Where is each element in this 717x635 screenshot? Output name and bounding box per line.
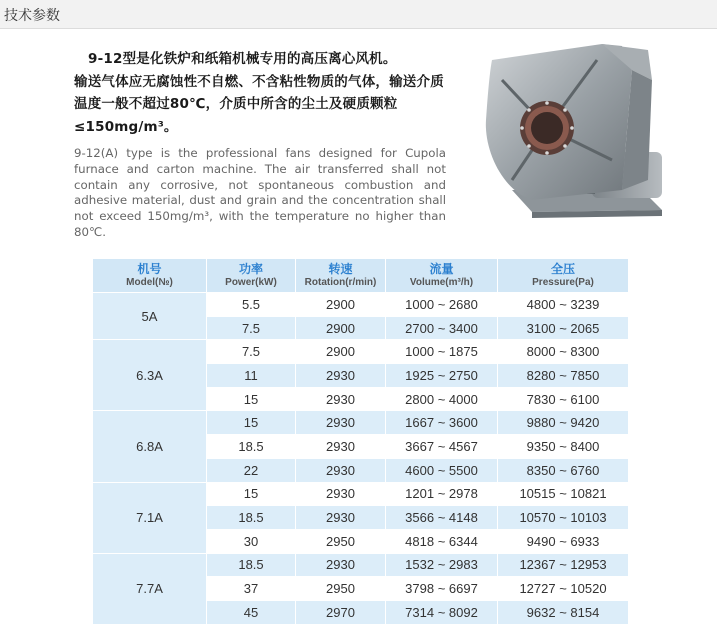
rotation-cell: 2930 — [296, 411, 386, 435]
power-cell: 37 — [207, 577, 296, 601]
intro-cn-line-1: 9-12型是化铁炉和纸箱机械专用的高压离心风机。 — [88, 51, 397, 67]
pressure-cell: 3100 ~ 2065 — [498, 316, 629, 340]
section-header — [0, 0, 717, 29]
rotation-cell: 2900 — [296, 293, 386, 317]
col-header-model — [93, 259, 207, 293]
pressure-cell: 12367 ~ 12953 — [498, 553, 629, 577]
rotation-cell: 2930 — [296, 506, 386, 530]
col-header-model-cn: 机号 — [137, 262, 162, 276]
power-cell: 45 — [207, 600, 296, 624]
pressure-cell: 10570 ~ 10103 — [498, 506, 629, 530]
volume-cell: 4818 ~ 6344 — [386, 529, 498, 553]
rotation-cell: 2930 — [296, 387, 386, 411]
pressure-cell: 9490 ~ 6933 — [498, 529, 629, 553]
pressure-cell: 8280 ~ 7850 — [498, 364, 629, 388]
power-cell: 7.5 — [207, 316, 296, 340]
power-cell: 7.5 — [207, 340, 296, 364]
volume-cell: 1532 ~ 2983 — [386, 553, 498, 577]
table-row — [93, 293, 629, 317]
volume-cell: 3566 ~ 4148 — [386, 506, 498, 530]
power-cell: 22 — [207, 458, 296, 482]
intro-chinese — [74, 48, 446, 138]
table-row — [93, 553, 629, 577]
col-header-power — [207, 259, 296, 293]
volume-cell: 3667 ~ 4567 — [386, 435, 498, 459]
rotation-cell: 2950 — [296, 529, 386, 553]
section-title: 技术参数 — [4, 8, 60, 24]
model-cell: 7.1A — [93, 482, 207, 553]
volume-cell: 1000 ~ 2680 — [386, 293, 498, 317]
col-header-power-en: Power(kW) — [225, 277, 277, 288]
pressure-cell: 9880 ~ 9420 — [498, 411, 629, 435]
table-row — [93, 411, 629, 435]
volume-cell: 1000 ~ 1875 — [386, 340, 498, 364]
pressure-cell: 4800 ~ 3239 — [498, 293, 629, 317]
model-cell: 7.7A — [93, 553, 207, 624]
rotation-cell: 2970 — [296, 600, 386, 624]
col-header-pressure-en: Pressure(Pa) — [532, 277, 594, 288]
col-header-power-cn: 功率 — [238, 262, 263, 276]
volume-cell: 3798 ~ 6697 — [386, 577, 498, 601]
col-header-rotation-cn: 转速 — [328, 262, 353, 276]
power-cell: 18.5 — [207, 506, 296, 530]
col-header-pressure-cn: 全压 — [550, 262, 575, 276]
intro-cn-line-2: 输送气体应无腐蚀性不自燃、不含粘性物质的气体，输送介质温度一般不超过80℃，介质中所含的尘土及硬质颗粒≤150mg/m³。 — [74, 73, 444, 135]
pressure-cell: 9632 ~ 8154 — [498, 600, 629, 624]
rotation-cell: 2930 — [296, 435, 386, 459]
spec-table — [92, 258, 629, 625]
power-cell: 18.5 — [207, 553, 296, 577]
volume-cell: 1667 ~ 3600 — [386, 411, 498, 435]
pressure-cell: 8350 ~ 6760 — [498, 458, 629, 482]
rotation-cell: 2930 — [296, 553, 386, 577]
col-header-volume — [386, 259, 498, 293]
pressure-cell: 9350 ~ 8400 — [498, 435, 629, 459]
rotation-cell: 2930 — [296, 364, 386, 388]
volume-cell: 2700 ~ 3400 — [386, 316, 498, 340]
pressure-cell: 7830 ~ 6100 — [498, 387, 629, 411]
pressure-cell: 10515 ~ 10821 — [498, 482, 629, 506]
intro-english: 9-12(A) type is the professional fans designed for Cupola furnace and carton machine. The air transferred shall not contain any corrosive, not spontaneous combustion and adhesive material, dust and grain and the concentration shall not exceed 150mg/m³, with the temperature no higher than 80℃. — [74, 146, 446, 239]
volume-cell: 4600 ~ 5500 — [386, 458, 498, 482]
rotation-cell: 2900 — [296, 316, 386, 340]
power-cell: 30 — [207, 529, 296, 553]
rotation-cell: 2950 — [296, 577, 386, 601]
table-row — [93, 340, 629, 364]
col-header-rotation — [296, 259, 386, 293]
col-header-volume-en: Volume(m³/h) — [409, 277, 474, 288]
col-header-rotation-en: Rotation(r/min) — [304, 277, 377, 288]
table-header-row — [93, 259, 629, 293]
table-row — [93, 482, 629, 506]
volume-cell: 2800 ~ 4000 — [386, 387, 498, 411]
model-cell: 5A — [93, 293, 207, 340]
model-cell: 6.3A — [93, 340, 207, 411]
col-header-volume-cn: 流量 — [429, 262, 454, 276]
power-cell: 15 — [207, 387, 296, 411]
col-header-model-en: Model(№) — [126, 277, 173, 288]
pressure-cell: 8000 ~ 8300 — [498, 340, 629, 364]
col-header-pressure — [498, 259, 629, 293]
volume-cell: 1201 ~ 2978 — [386, 482, 498, 506]
centrifugal-fan-image — [472, 40, 692, 222]
model-cell: 6.8A — [93, 411, 207, 482]
power-cell: 18.5 — [207, 435, 296, 459]
power-cell: 15 — [207, 411, 296, 435]
rotation-cell: 2900 — [296, 340, 386, 364]
volume-cell: 1925 ~ 2750 — [386, 364, 498, 388]
volume-cell: 7314 ~ 8092 — [386, 600, 498, 624]
pressure-cell: 12727 ~ 10520 — [498, 577, 629, 601]
power-cell: 11 — [207, 364, 296, 388]
rotation-cell: 2930 — [296, 482, 386, 506]
power-cell: 15 — [207, 482, 296, 506]
rotation-cell: 2930 — [296, 458, 386, 482]
power-cell: 5.5 — [207, 293, 296, 317]
